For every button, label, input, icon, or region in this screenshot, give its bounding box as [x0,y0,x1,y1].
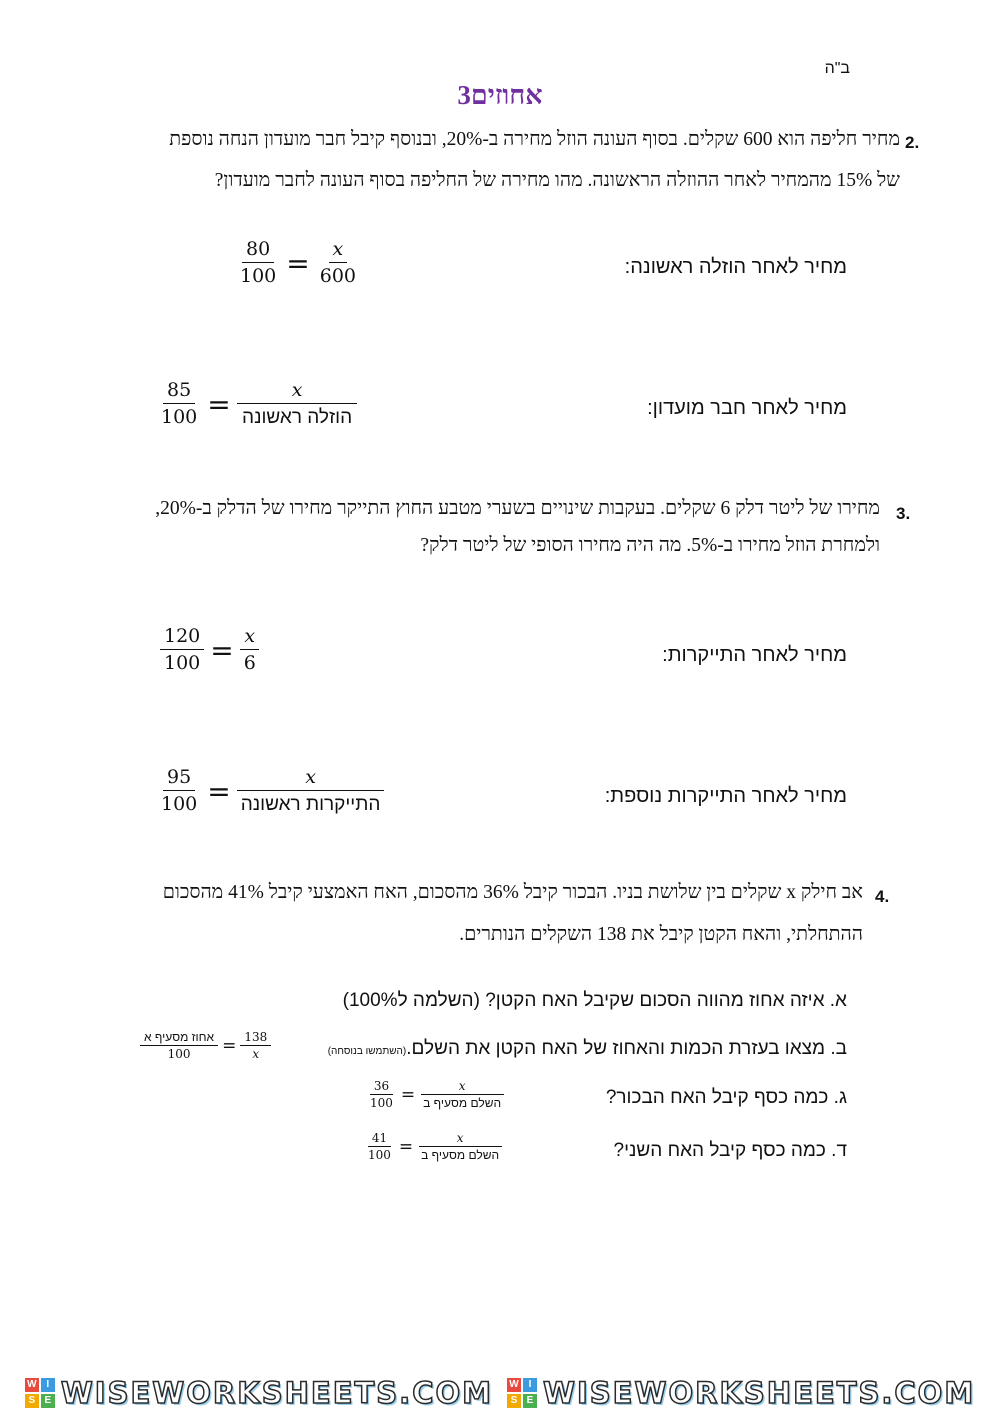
denominator: x [252,1047,260,1061]
q2-step2-label: מחיר לאחר חבר מועדון: [647,397,847,419]
equals-sign: = [207,387,231,421]
q4-part-b-note: (השתמשו בנוסחה) [327,1046,407,1057]
q3-step1-label: מחיר לאחר התייקרות: [662,644,847,666]
brand-left [25,1376,493,1410]
q2-step2-left-fraction [157,381,201,427]
logo-letter-i: I [41,1378,55,1392]
numerator: x [421,1080,504,1095]
brand-right [507,1376,975,1410]
numerator: x [237,381,358,404]
brand-text: WISEWORKSHEETS.COM [543,1375,976,1410]
q4-part-c-left-fraction [366,1080,397,1109]
q4-part-d-left-fraction [364,1132,395,1161]
q4-part-b-left-fraction [140,1031,218,1060]
denominator: התייקרות ראשונה [240,794,381,815]
denominator: הוזלה ראשונה [242,407,353,428]
numerator: 138 [240,1031,271,1046]
equals-sign: = [400,1084,416,1105]
question-3-number: 3. [896,504,911,523]
logo-letter-e: E [41,1394,55,1408]
numerator: x [419,1132,502,1147]
q3-step2-left-fraction [157,768,201,814]
header-mark: ב"ה [824,60,850,77]
q4-part-d: ד. כמה כסף קיבל האח השני? [613,1140,847,1161]
question-2-number: 2. [905,133,920,152]
q4-part-b-right-fraction [240,1031,271,1060]
q2-step1-right-fraction [316,240,360,286]
numerator: x [329,240,348,263]
question-3-line-1: מחירו של ליטר דלק 6 שקלים. בעקבות שינויים בשערי מטבע החוץ התייקר מחירו של הדלק ב-20%, [155,498,880,519]
q3-step2-formula [157,768,384,814]
numerator: x [237,768,384,791]
q2-step1-formula [236,240,360,286]
question-3-line-2: ולמחרת הוזל מחירו ב-5%. מה היה מחירו הסופי של ליטר דלק? [420,535,880,556]
denominator: 6 [243,652,256,674]
question-2-line-1: מחיר חליפה הוא 600 שקלים. בסוף העונה הוזל מחירה ב-20%, ובנוסף קיבל חבר מועדון הנחה נוספת [169,129,900,150]
q4-part-b-formula [140,1031,271,1060]
numerator: 95 [163,768,195,791]
q4-part-c-right-fraction [419,1080,505,1109]
numerator: x [240,627,259,650]
denominator: השלם מסעיף ב [421,1148,500,1162]
wise-logo-icon [507,1378,537,1408]
logo-letter-i: I [523,1378,537,1392]
q4-part-b-text: ב. מצאו בעזרת הכמות והאחוז של האח הקטן את השלם. [406,1038,847,1059]
equals-sign: = [222,1035,237,1056]
q2-step2-right-fraction [237,381,358,427]
q3-step2-right-fraction [237,768,385,814]
logo-letter-e: E [523,1394,537,1408]
numerator: 41 [368,1132,391,1147]
denominator: 100 [370,1096,393,1110]
logo-letter-s: S [507,1394,521,1408]
page-title: אחוזים3 [457,80,543,110]
denominator: 100 [161,406,198,428]
question-4-line-2: ההתחלתי, והאח הקטן קיבל את 138 השקלים הנותרים. [459,924,863,945]
q4-part-c: ג. כמה כסף קיבל האח הבכור? [605,1087,847,1108]
equals-sign: = [398,1136,414,1157]
footer-watermark [0,1372,1000,1413]
q4-part-d-right-fraction [417,1132,503,1161]
denominator: 100 [368,1148,391,1162]
numerator: 120 [160,627,204,650]
equals-sign: = [286,246,310,280]
question-4-line-1: אב חילק x שקלים בין שלושת בניו. הבכור קיבל 36% מהסכום, האח האמצעי קיבל 41% מהסכום [162,882,863,903]
numerator: אחוז מסעיף א [140,1031,218,1046]
logo-letter-w: W [507,1378,521,1392]
q3-step1-right-fraction [240,627,260,673]
numerator: 85 [163,381,195,404]
logo-letter-w: W [25,1378,39,1392]
q3-step2-label: מחיר לאחר התייקרות נוספת: [604,785,847,807]
question-4-number: 4. [875,887,890,906]
q2-step1-label: מחיר לאחר הוזלה ראשונה: [624,256,847,278]
q4-part-a: א. איזה אחוז מהווה הסכום שקיבל האח הקטן? (השלמה ל100%) [342,990,847,1011]
equals-sign: = [207,774,231,808]
wise-logo-icon [25,1378,55,1408]
question-2-line-2: של 15% מהמחיר לאחר ההוזלה הראשונה. מהו מחירה של החליפה בסוף העונה לחבר מועדון? [214,170,900,191]
numerator: 36 [370,1080,393,1095]
q4-part-c-formula [366,1080,505,1109]
equals-sign: = [210,633,234,667]
denominator: 100 [164,652,201,674]
denominator: 100 [161,793,198,815]
q2-step1-left-fraction [236,240,280,286]
q4-part-d-formula [364,1132,503,1161]
q3-step1-formula [160,627,260,673]
denominator: השלם מסעיף ב [423,1096,502,1110]
q4-part-b [328,1038,847,1060]
denominator: 100 [167,1047,191,1061]
denominator: 100 [240,265,277,287]
brand-text: WISEWORKSHEETS.COM [60,1375,493,1410]
logo-letter-s: S [25,1394,39,1408]
q3-step1-left-fraction [160,627,204,673]
denominator: 600 [319,265,356,287]
numerator: 80 [242,240,274,263]
q2-step2-formula [157,381,357,427]
